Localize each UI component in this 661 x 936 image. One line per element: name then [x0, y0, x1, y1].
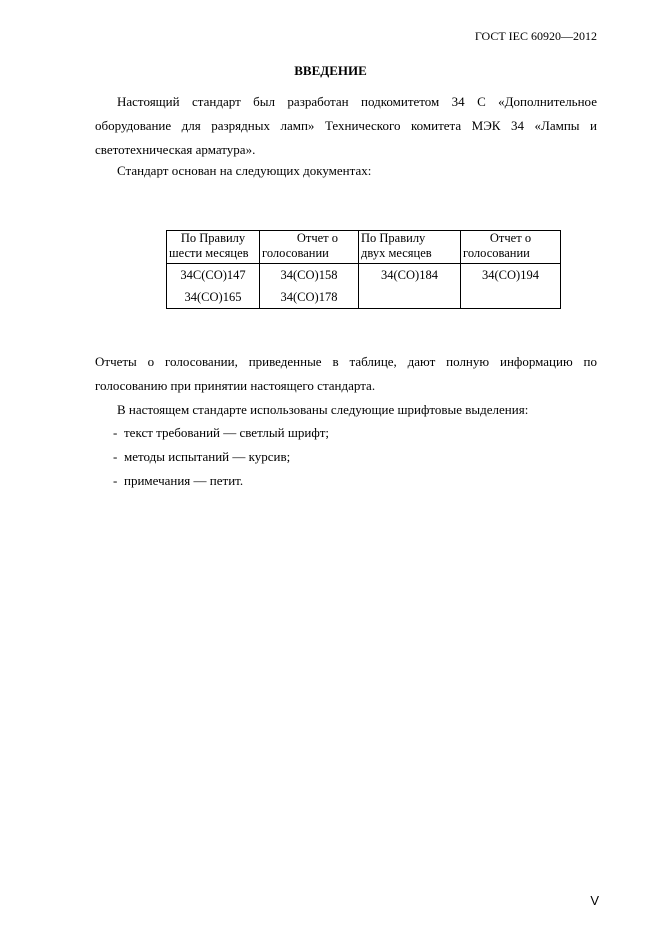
page-title: ВВЕДЕНИЕ: [294, 63, 367, 78]
table-header-cell: По Правилу двух месяцев: [359, 231, 461, 264]
table-cell: 34(СО)184: [359, 264, 461, 309]
voting-documents-table: [166, 230, 561, 309]
table-header-cell: По Правилу шести месяцев: [167, 231, 260, 264]
standard-code-header: ГОСТ IEC 60920—2012: [474, 29, 597, 43]
list-item: - текст требований — светлый шрифт;: [113, 425, 330, 440]
table-cell: 34(СО)194: [461, 264, 561, 309]
page-number: V: [590, 893, 599, 908]
table-header-cell: Отчет о голосовании: [461, 231, 561, 264]
font-conventions-paragraph: В настоящем стандарте использованы следующие шрифтовые выделения:: [117, 402, 529, 417]
voting-info-paragraph: Отчеты о голосовании, приведенные в таблице, дают полную информацию по голосованию при принятии настоящего стандарта.: [95, 354, 597, 393]
table-header-cell: Отчет о голосовании: [260, 231, 359, 264]
font-conventions-list: [113, 421, 329, 493]
table-cell: 34С(СО)147 34(СО)165: [167, 264, 260, 309]
intro-paragraph-1: Настоящий стандарт был разработан подкомитетом 34 С «Дополнительное оборудование для разрядных ламп» Технического комитета МЭК 34 «Лампы и светотехническая арматура».: [95, 94, 597, 157]
list-item: - методы испытаний — курсив;: [113, 449, 291, 464]
list-item: - примечания — петит.: [113, 473, 244, 488]
table-cell: 34(СО)158 34(СО)178: [260, 264, 359, 309]
table-header-row: [167, 231, 561, 264]
intro-paragraph-2: Стандарт основан на следующих документах:: [117, 163, 372, 178]
table-row: [167, 264, 561, 309]
